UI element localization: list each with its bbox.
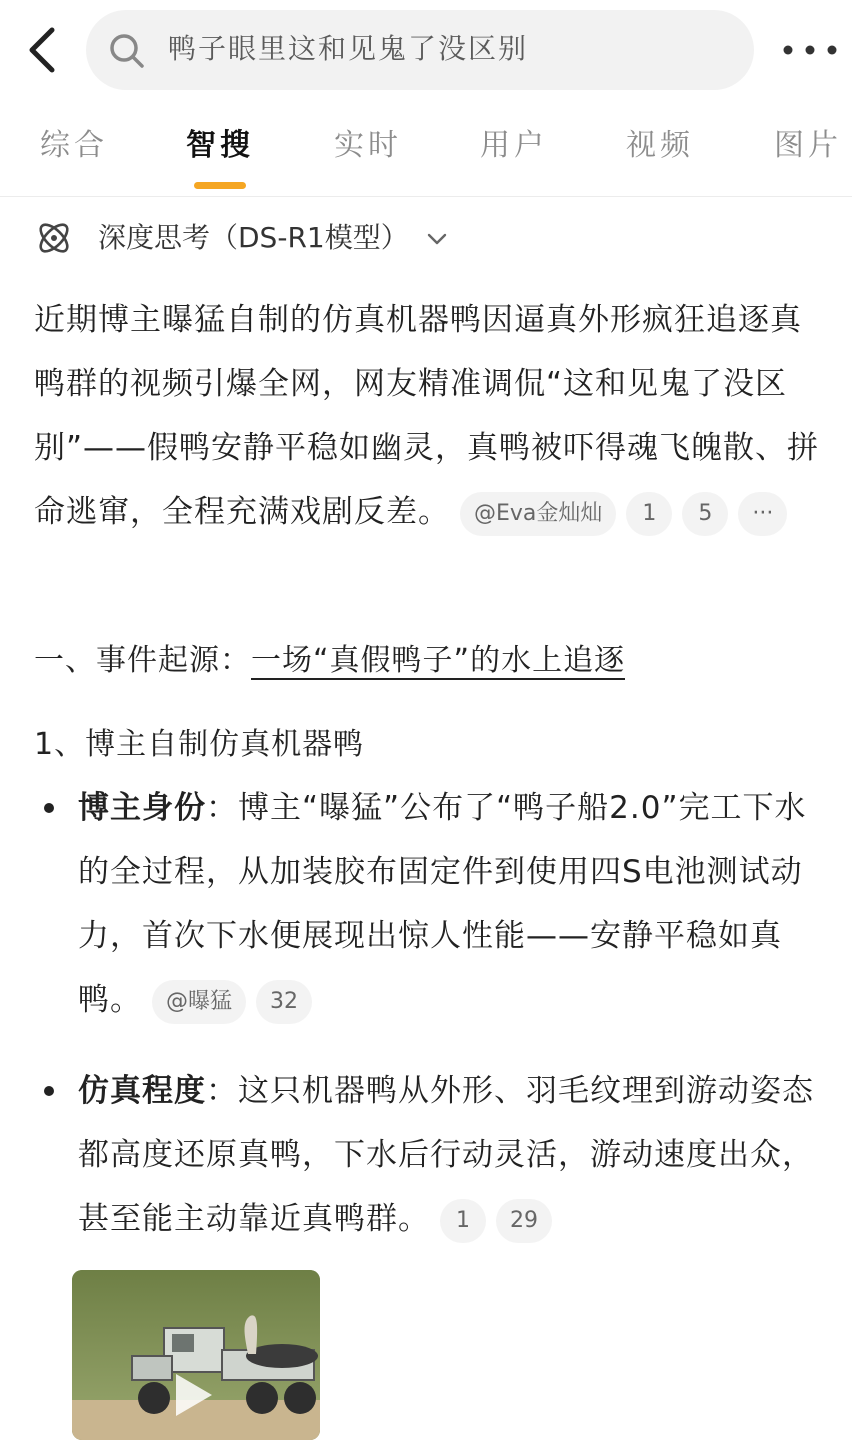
tab-images[interactable]: 图片: [774, 128, 842, 163]
tab-users[interactable]: 用户: [480, 128, 548, 163]
top-bar: [0, 0, 852, 100]
chevron-left-icon[interactable]: [22, 26, 62, 74]
source-chip[interactable]: @曝猛: [152, 980, 246, 1024]
bullet-colon: ：: [206, 790, 238, 826]
deep-think-label: 深度思考（DS-R1模型）: [98, 221, 409, 254]
section-heading: [34, 636, 625, 686]
bullet-dot: [44, 1086, 54, 1096]
search-tabs: [0, 112, 852, 197]
search-icon: [108, 32, 146, 70]
reference-chip[interactable]: 29: [496, 1199, 552, 1243]
more-references-chip[interactable]: ···: [738, 492, 787, 536]
reference-chip[interactable]: 5: [682, 492, 728, 536]
bullet-colon: ：: [206, 1073, 238, 1109]
active-tab-indicator: [194, 182, 246, 189]
more-icon[interactable]: [782, 36, 838, 64]
reference-chip[interactable]: 1: [440, 1199, 486, 1243]
bullet-text: 这只机器鸭从外形、羽毛纹理到游动姿态都高度还原真鸭，下水后行动灵活，游动速度出众，甚至能主动靠近真鸭群。: [78, 1073, 814, 1237]
atom-icon: [34, 218, 74, 258]
bullet-dot: [44, 803, 54, 813]
section-prefix: 一、事件起源：: [34, 643, 251, 678]
bullet-title: 仿真程度: [78, 1073, 206, 1109]
bullet-text: 博主“曝猛”公布了“鸭子船2.0”完工下水的全过程，从加装胶布固定件到使用四S电池测试动力，首次下水便展现出惊人性能——安静平稳如真鸭。: [78, 790, 807, 1018]
video-thumbnail[interactable]: [72, 1270, 320, 1440]
intro-text: 近期博主曝猛自制的仿真机器鸭因逼真外形疯狂追逐真鸭群的视频引爆全网，网友精准调侃“这和见鬼了没区别”——假鸭安静平稳如幽灵，真鸭被吓得魂飞魄散、拼命逃窜，全程充满戏剧反差。: [34, 302, 820, 530]
video-frame: [72, 1270, 320, 1440]
deep-think-toggle[interactable]: [34, 212, 534, 264]
reference-chip[interactable]: 1: [626, 492, 672, 536]
bullet-item: [78, 1059, 828, 1251]
tab-comprehensive[interactable]: 综合: [40, 128, 108, 163]
search-bar[interactable]: [86, 10, 754, 90]
bullet-title: 博主身份: [78, 790, 206, 826]
bullet-item: [78, 776, 828, 1032]
tab-smart-search[interactable]: 智搜: [186, 128, 254, 163]
subsection-heading: 1、博主自制仿真机器鸭: [34, 727, 365, 762]
tab-realtime[interactable]: 实时: [334, 128, 402, 163]
search-input[interactable]: 鸭子眼里这和见鬼了没区别: [168, 32, 529, 65]
section-title: 一场“真假鸭子”的水上追逐: [251, 643, 626, 678]
intro-paragraph: [34, 288, 824, 544]
tab-videos[interactable]: 视频: [626, 128, 694, 163]
source-chip[interactable]: @Eva金灿灿: [460, 492, 616, 536]
reference-chip[interactable]: 32: [256, 980, 312, 1024]
chevron-down-icon: [426, 228, 448, 250]
